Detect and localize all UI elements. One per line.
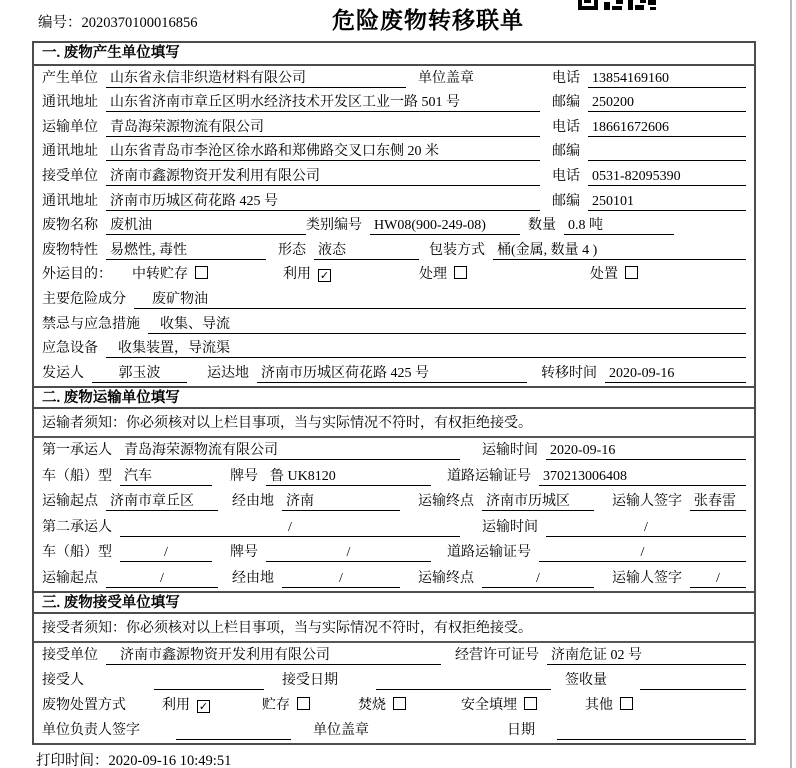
row-shipper: [34, 361, 754, 386]
address-label: 通讯地址: [42, 144, 98, 160]
form-state-label: 形态: [278, 242, 306, 258]
row-producer-unit: [34, 66, 754, 91]
second-carrier-label: 第二承运人: [42, 519, 112, 535]
phone-label: 电话: [552, 70, 580, 86]
disposal-landfill-checkbox: [524, 697, 537, 710]
responsible-signature-value: [176, 722, 291, 740]
doc-number-value: 2020370100016856: [81, 15, 198, 31]
producer-unit-value: 山东省永信非织造材料有限公司: [106, 70, 406, 88]
shipper-value: 郭玉波: [92, 365, 187, 383]
print-time-label: 打印时间：: [36, 753, 109, 768]
disposal-other: [585, 697, 633, 715]
disposal-incinerate: [358, 697, 406, 715]
transport-time-value: 2020-09-16: [546, 442, 746, 460]
received-quantity-value: [640, 672, 746, 690]
emergency-measures-label: 禁忌与应急措施: [42, 316, 140, 332]
checkbox-label: 其他: [585, 697, 613, 713]
print-time-value: 2020-09-16 10:49:51: [108, 753, 232, 768]
transfer-time-label: 转移时间: [541, 365, 597, 381]
checkbox-label: 安全填埋: [461, 697, 517, 713]
endpoint-value: 济南市历城区: [482, 493, 594, 511]
category-code-label: 类别编号: [306, 218, 362, 234]
transfer-purpose-label: 外运目的：: [42, 267, 112, 283]
row-vehicle-2: [34, 540, 754, 566]
waste-name-label: 废物名称: [42, 218, 98, 234]
waste-property-label: 废物特性: [42, 242, 98, 258]
qr-code-fragment-icon: [578, 0, 656, 10]
transport-time-label: 运输时间: [482, 519, 538, 535]
vehicle-type-2-value: /: [120, 544, 212, 562]
checkbox-label: 处置: [590, 267, 618, 283]
receiver-address-value: 济南市历城区荷花路 425 号: [106, 193, 540, 211]
purpose-transit-storage: [132, 266, 208, 284]
emergency-equipment-value: 收集装置，导流渠: [106, 340, 746, 358]
road-permit-2-value: /: [539, 544, 746, 562]
disposal-landfill: [461, 697, 537, 715]
producer-phone-value: 13854169160: [588, 70, 746, 88]
accept-date-value: [376, 672, 551, 690]
phone-label: 电话: [552, 119, 580, 135]
disposal-utilize-checkbox: ✓: [198, 699, 209, 713]
road-permit-label: 道路运输证号: [447, 545, 531, 561]
waste-property-value: 易燃性, 毒性: [106, 242, 266, 260]
transport-time-label: 运输时间: [482, 443, 538, 459]
row-waste-property: [34, 238, 754, 263]
packaging-label: 包装方式: [429, 242, 485, 258]
section-transport: [34, 386, 754, 591]
origin-label: 运输起点: [42, 494, 98, 510]
section-producer-title: 一. 废物产生单位填写: [34, 43, 754, 66]
unit-seal-label: 单位盖章: [313, 722, 369, 738]
hazard-components-value: 废矿物油: [134, 291, 746, 309]
dispose-checkbox: [625, 266, 638, 279]
row-waste-name: [34, 214, 754, 239]
purpose-dispose: [590, 266, 638, 284]
checkbox-label: 利用: [283, 267, 311, 283]
row-hazard-components: [34, 287, 754, 312]
transport-time-2-value: /: [546, 519, 746, 537]
checkbox-label: 处理: [419, 267, 447, 283]
transporter-address-value: 山东省青岛市李沧区徐水路和郑佛路交叉口东侧 20 米: [106, 143, 540, 161]
utilize-checkbox: ✓: [319, 269, 330, 283]
emergency-equipment-label: 应急设备: [42, 341, 98, 357]
row-emergency-equipment: [34, 337, 754, 362]
destination-label: 运达地: [207, 365, 249, 381]
unit-seal-label: 单位盖章: [418, 70, 474, 86]
row-vehicle-1: [34, 463, 754, 489]
road-permit-label: 道路运输证号: [447, 468, 531, 484]
vehicle-type-value: 汽车: [120, 468, 212, 486]
plate-number-2-value: /: [266, 544, 431, 562]
carrier-signature-2-value: /: [690, 570, 746, 588]
business-license-label: 经营许可证号: [455, 647, 539, 663]
section-transport-title: 二. 废物运输单位填写: [34, 386, 754, 409]
disposal-storage: [262, 697, 310, 715]
category-code-value: HW08(900-249-08): [370, 217, 520, 235]
producer-unit-label: 产生单位: [42, 70, 98, 86]
disposal-utilize: [162, 697, 210, 715]
disposal-method-label: 废物处置方式: [42, 697, 126, 713]
page-title: 危险废物转移联单: [332, 8, 524, 33]
via-2-value: /: [282, 570, 400, 588]
postcode-label: 邮编: [552, 193, 580, 209]
row-second-carrier: [34, 514, 754, 540]
road-permit-value: 370213006408: [539, 468, 746, 486]
phone-label: 电话: [552, 168, 580, 184]
row-accepting-unit: [34, 643, 754, 668]
endpoint-label: 运输终点: [418, 494, 474, 510]
producer-address-value: 山东省济南市章丘区明水经济技术开发区工业一路 501 号: [106, 94, 540, 112]
carrier-signature-label: 运输人签字: [612, 494, 682, 510]
carrier-signature-label: 运输人签字: [612, 570, 682, 586]
checkbox-label: 焚烧: [358, 697, 386, 713]
manifest-form: [32, 41, 756, 745]
receiver-phone-value: 0531-82095390: [588, 168, 746, 186]
receiver-postcode-value: 250101: [588, 193, 746, 211]
transporter-phone-value: 18661672606: [588, 119, 746, 137]
form-state-value: 液态: [314, 242, 419, 260]
purpose-treat: [419, 266, 467, 284]
via-label: 经由地: [232, 570, 274, 586]
origin-2-value: /: [106, 570, 218, 588]
accepting-unit-value: 济南市鑫源物资开发利用有限公司: [106, 647, 441, 665]
print-time: [36, 749, 231, 768]
destination-value: 济南市历城区荷花路 425 号: [257, 365, 527, 383]
address-label: 通讯地址: [42, 95, 98, 111]
via-value: 济南: [282, 493, 400, 511]
row-acceptor: [34, 668, 754, 693]
receiver-unit-label: 接受单位: [42, 168, 98, 184]
checkbox-label: 中转贮存: [132, 267, 188, 283]
doc-number: [38, 11, 198, 32]
checkbox-label: 贮存: [262, 697, 290, 713]
origin-value: 济南市章丘区: [106, 493, 218, 511]
packaging-value: 桶(金属, 数量 4 ): [493, 242, 746, 260]
receiver-unit-value: 济南市鑫源物资开发利用有限公司: [106, 168, 540, 186]
postcode-label: 邮编: [552, 144, 580, 160]
address-label: 通讯地址: [42, 193, 98, 209]
plate-number-label: 牌号: [230, 545, 258, 561]
transporter-unit-value: 青岛海荣源物流有限公司: [106, 119, 540, 137]
checkbox-label: 利用: [162, 697, 190, 713]
transporter-notice: 运输者须知：你必须核对以上栏目事项，当与实际情况不符时，有权拒绝接受。: [34, 409, 754, 438]
quantity-value: 0.8 吨: [564, 217, 674, 235]
section-producer: [34, 43, 754, 386]
disposal-incinerate-checkbox: [393, 697, 406, 710]
shipper-label: 发运人: [42, 365, 84, 381]
vehicle-type-label: 车（船）型: [42, 468, 112, 484]
section-receiver: [34, 591, 754, 743]
transporter-unit-label: 运输单位: [42, 119, 98, 135]
postcode-label: 邮编: [552, 95, 580, 111]
row-transfer-purpose: [34, 263, 754, 288]
transit-storage-checkbox: [195, 266, 208, 279]
responsible-signature-label: 单位负责人签字: [42, 722, 140, 738]
row-receiver-unit: [34, 164, 754, 189]
disposal-storage-checkbox: [297, 697, 310, 710]
receiver-notice: 接受者须知：你必须核对以上栏目事项，当与实际情况不符时，有权拒绝接受。: [34, 614, 754, 643]
waste-name-value: 废机油: [106, 217, 306, 235]
row-responsible-signature: [34, 718, 754, 743]
plate-number-label: 牌号: [230, 468, 258, 484]
date-value: [557, 722, 746, 740]
row-receiver-address: [34, 189, 754, 214]
row-route-1: [34, 489, 754, 515]
endpoint-2-value: /: [482, 570, 594, 588]
date-label: 日期: [507, 722, 535, 738]
first-carrier-value: 青岛海荣源物流有限公司: [120, 442, 460, 460]
accept-date-label: 接受日期: [282, 672, 338, 688]
disposal-other-checkbox: [620, 697, 633, 710]
endpoint-label: 运输终点: [418, 570, 474, 586]
row-transporter-unit: [34, 115, 754, 140]
treat-checkbox: [454, 266, 467, 279]
business-license-value: 济南危证 02 号: [547, 647, 746, 665]
emergency-measures-value: 收集、导流: [148, 316, 746, 334]
transfer-time-value: 2020-09-16: [605, 365, 746, 383]
quantity-label: 数量: [528, 218, 556, 234]
second-carrier-value: /: [120, 519, 460, 537]
row-emergency-measures: [34, 312, 754, 337]
row-first-carrier: [34, 438, 754, 464]
doc-number-label: 编号：: [38, 15, 82, 31]
row-transporter-address: [34, 140, 754, 165]
received-quantity-label: 签收量: [565, 672, 607, 688]
section-receiver-title: 三. 废物接受单位填写: [34, 591, 754, 614]
acceptor-value: [154, 672, 264, 690]
acceptor-label: 接受人: [42, 672, 84, 688]
transporter-postcode-value: [588, 143, 746, 161]
hazard-components-label: 主要危险成分: [42, 291, 126, 307]
window-edge-line: [790, 0, 792, 768]
via-label: 经由地: [232, 494, 274, 510]
plate-number-value: 鲁 UK8120: [266, 468, 431, 486]
origin-label: 运输起点: [42, 570, 98, 586]
vehicle-type-label: 车（船）型: [42, 545, 112, 561]
accepting-unit-label: 接受单位: [42, 647, 98, 663]
carrier-signature-value: 张春雷: [690, 493, 746, 511]
producer-postcode-value: 250200: [588, 94, 746, 112]
first-carrier-label: 第一承运人: [42, 443, 112, 459]
row-producer-address: [34, 91, 754, 116]
purpose-utilize: [283, 266, 331, 284]
row-route-2: [34, 565, 754, 591]
row-disposal-method: [34, 693, 754, 718]
